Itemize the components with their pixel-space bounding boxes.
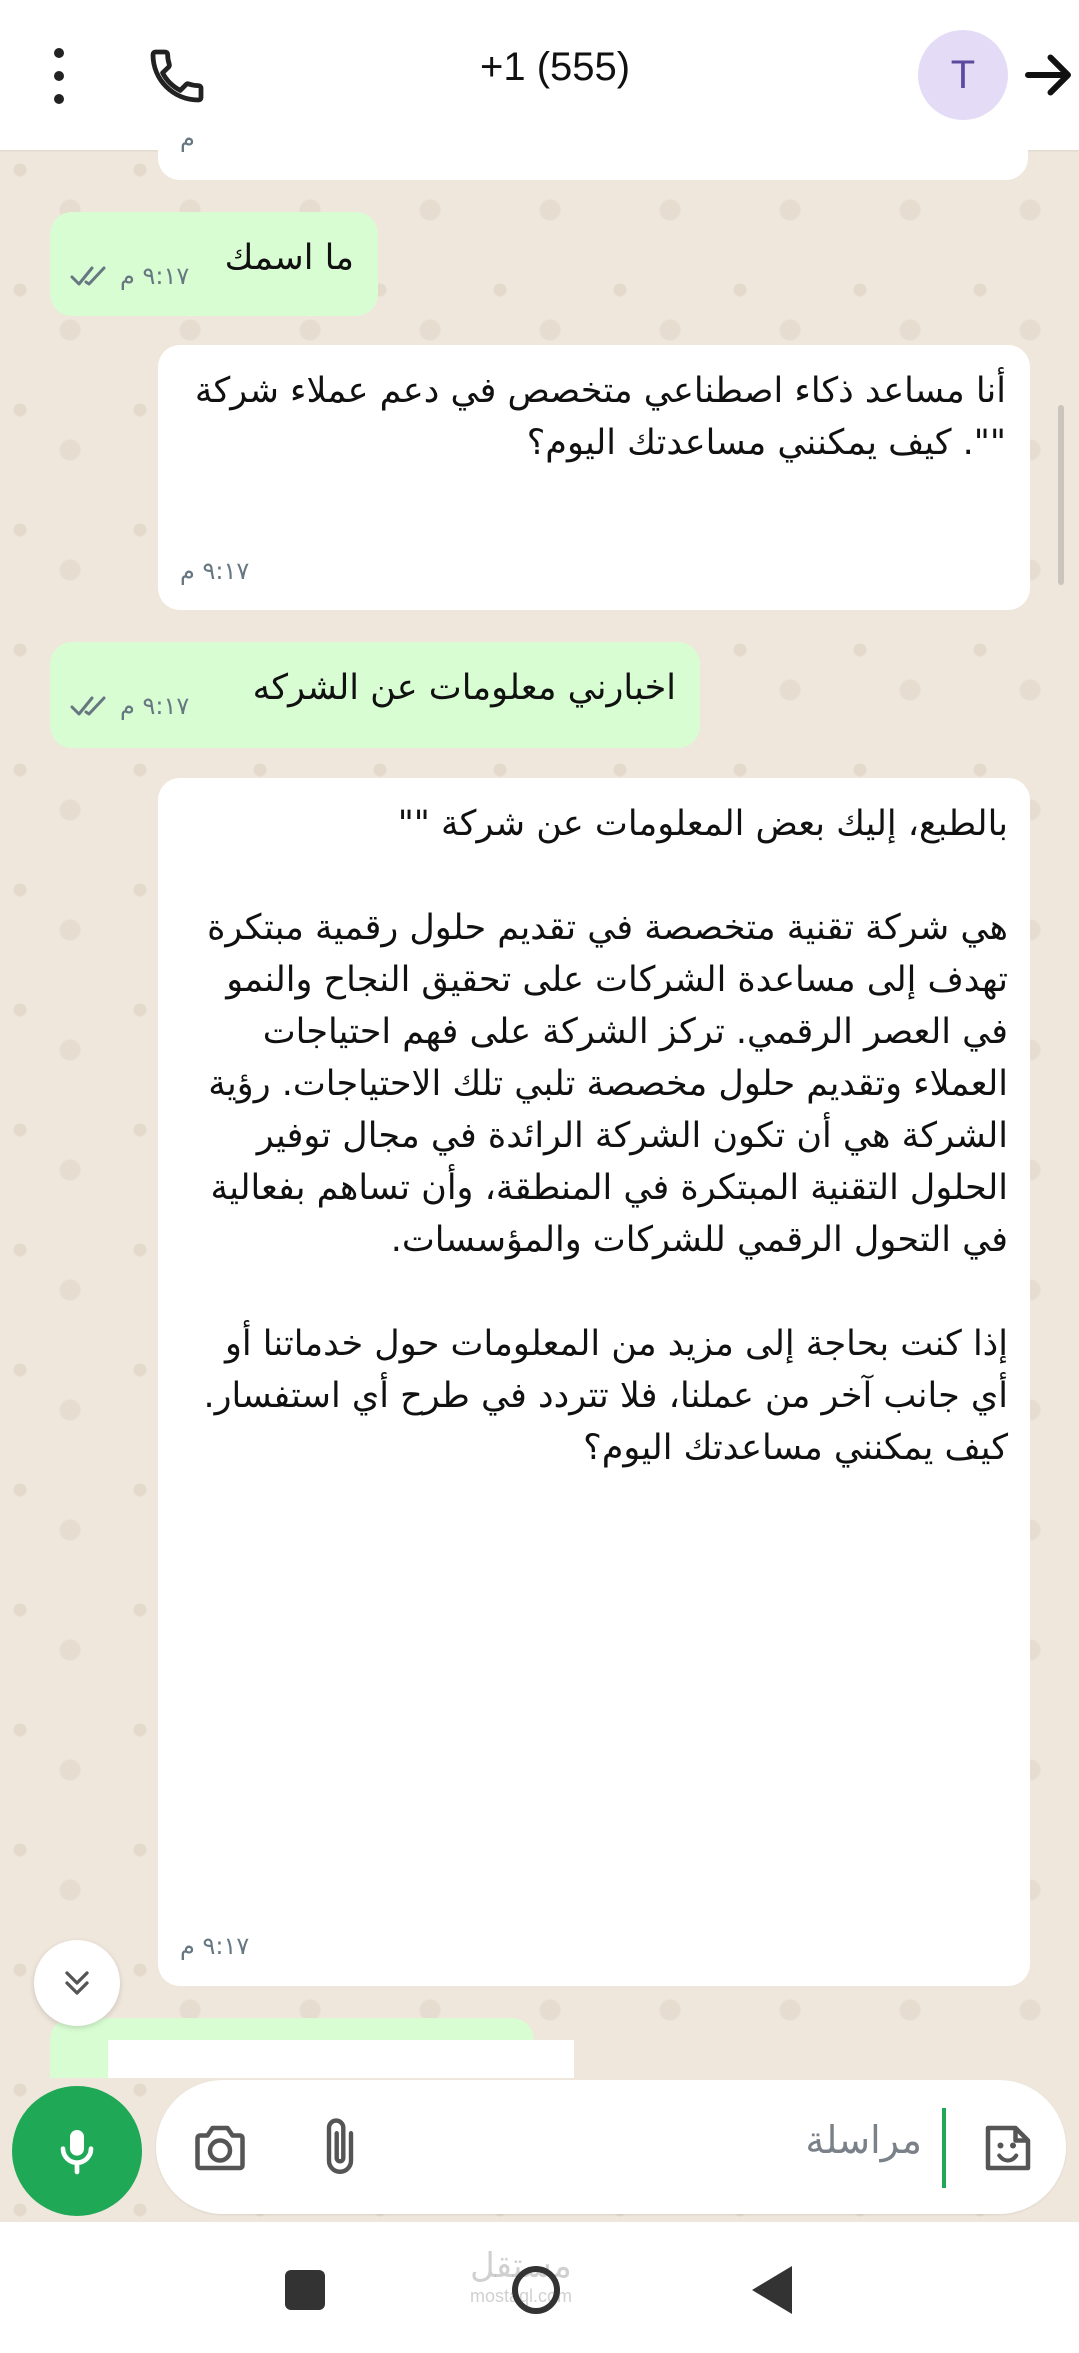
attach-icon[interactable] [316,2114,364,2180]
system-nav-bar [0,2222,1079,2353]
message-input[interactable] [156,2080,1066,2214]
chat-scrollbar[interactable] [1058,405,1064,585]
message-bubble-incoming[interactable] [158,345,1030,610]
watermark-url: mostaql.com [470,2286,573,2306]
microphone-icon [49,2123,105,2179]
message-text: أنا مساعد ذكاء اصطناعي متخصص في دعم عملاء شركة "". كيف يمكنني مساعدتك اليوم؟ [183,371,1006,463]
contact-avatar[interactable]: T [918,30,1008,120]
message-time: ٩:١٧ م [120,692,190,720]
double-chevron-down-icon [57,1963,97,2003]
recents-button[interactable] [285,2270,325,2310]
text-cursor [942,2108,946,2188]
message-time: ٩:١٧ م [120,262,190,290]
message-time: ٩:١٧ م [180,557,250,585]
message-text: ما اسمك [224,238,354,278]
more-options-icon[interactable] [44,48,74,104]
message-time: م [180,124,195,152]
voice-record-button[interactable] [12,2086,142,2216]
voice-call-icon[interactable] [145,44,209,108]
read-ticks-icon [70,693,112,719]
message-meta [70,262,189,290]
message-bubble-outgoing[interactable] [50,212,378,316]
message-meta [70,692,189,720]
message-preview [108,2040,574,2078]
scroll-to-bottom-button[interactable] [34,1940,120,2026]
sticker-icon[interactable] [978,2118,1038,2178]
camera-icon[interactable] [190,2118,250,2178]
watermark-logo: مستقل [470,2246,572,2286]
message-bubble-outgoing[interactable] [50,642,700,748]
message-bubble-incoming[interactable] [158,124,1028,180]
message-input-placeholder: مراسلة [805,2118,922,2162]
contact-title[interactable]: +1 (555) [480,45,631,89]
message-bubble-incoming[interactable] [158,778,1030,1986]
message-time: ٩:١٧ م [180,1932,250,1960]
back-button[interactable] [752,2266,792,2314]
message-text: اخبارني معلومات عن الشركه [252,668,676,708]
message-text: بالطبع، إليك بعض المعلومات عن شركة "" هي شركة تقنية متخصصة في تقديم حلول رقمية مبتكرة تهدف إلى مساعدة الشركات على تحقيق النجاح والنمو في العصر الرقمي. تركز الشركة على فهم احتياجات العملاء وتقديم حلول مخصصة تلبي تلك الاحتياجات. رؤية الشركة هي أن تكون الشركة الرائدة في مجال توفير الحلول التقنية المبتكرة في المنطقة، وأن تساهم بفعالية في التحول الرقمي للشركات والمؤسسات. إذا كنت بحاجة إلى مزيد من المعلومات حول خدماتنا أو أي جانب آخر من عملنا، فلا تتردد في طرح أي استفسار. كيف يمكنني مساعدتك اليوم؟ [203,804,1008,1468]
read-ticks-icon [70,263,112,289]
home-button[interactable] [512,2266,560,2314]
chat-header [0,0,1079,150]
back-arrow-icon[interactable] [1018,45,1078,105]
